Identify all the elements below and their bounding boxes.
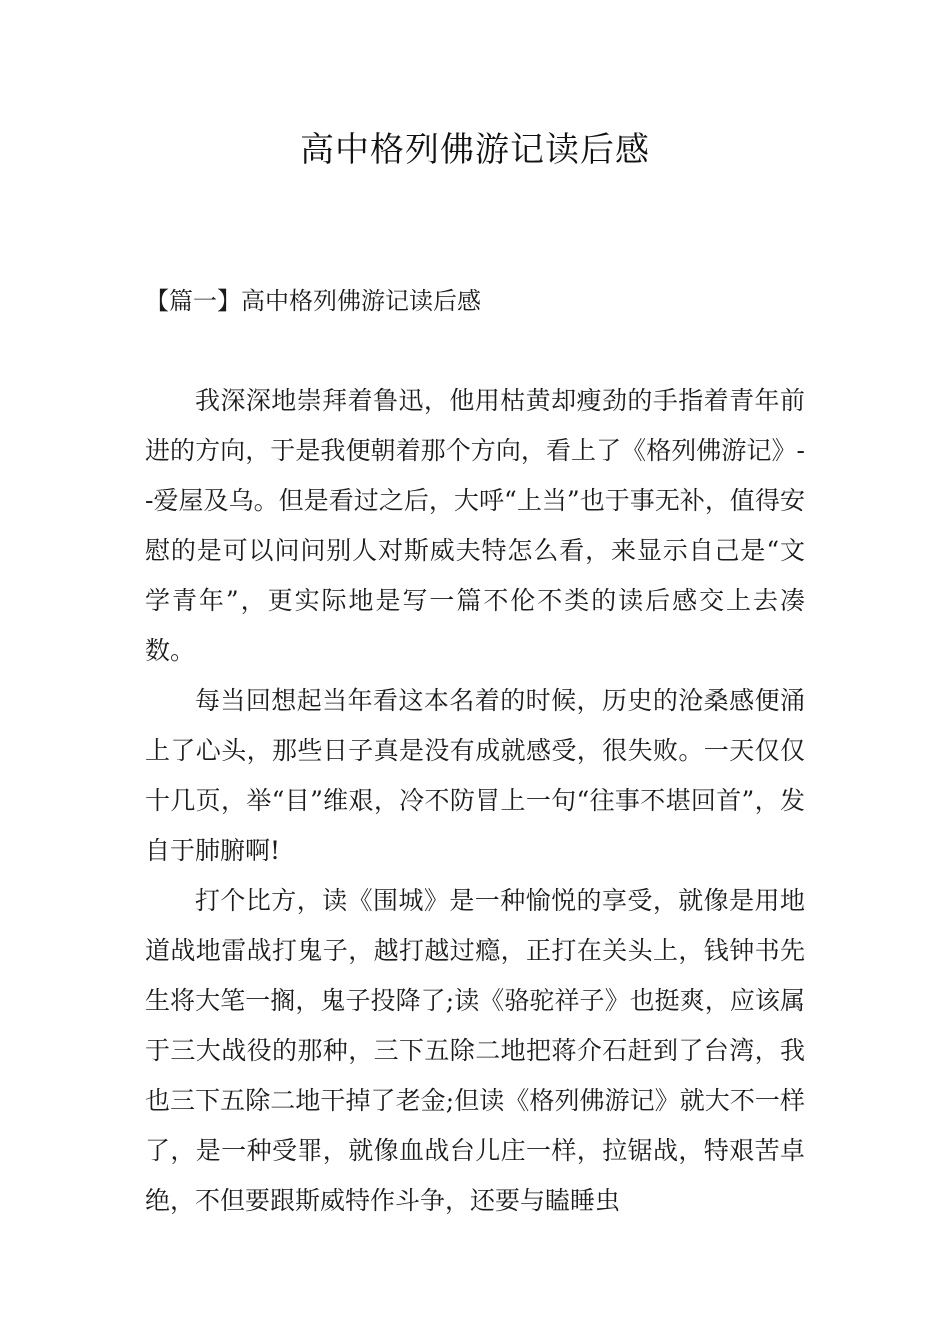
document-body <box>145 376 805 1226</box>
paragraph: 每当回想起当年看这本名着的时候，历史的沧桑感便涌上了心头，那些日子真是没有成就感受，很失败。一天仅仅十几页，举“目”维艰，冷不防冒上一句“往事不堪回首”，发自于肺腑啊! <box>145 686 805 865</box>
paragraph: 打个比方，读《围城》是一种愉悦的享受，就像是用地道战地雷战打鬼子，越打越过瘾，正打在关头上，钱钟书先生将大笔一搁，鬼子投降了;读《骆驼祥子》也挺爽，应该属于三大战役的那种，三下五除二地把蒋介石赶到了台湾，我也三下五除二地干掉了老金;但读《格列佛游记》就大不一样了，是一种受罪，就像血战台儿庄一样，拉锯战，特艰苦卓绝，不但要跟斯威特作斗争，还要与瞌睡虫 <box>145 886 805 1215</box>
section-heading: 【篇一】高中格列佛游记读后感 <box>145 287 481 315</box>
document-title: 高中格列佛游记读后感 <box>300 130 650 170</box>
paragraph: 我深深地崇拜着鲁迅，他用枯黄却瘦劲的手指着青年前进的方向，于是我便朝着那个方向，看上了《格列佛游记》--爱屋及乌。但是看过之后，大呼“上当”也于事无补，值得安慰的是可以问问别人对斯威夫特怎么看，来显示自己是“文学青年”，更实际地是写一篇不伦不类的读后感交上去凑数。 <box>145 386 805 665</box>
